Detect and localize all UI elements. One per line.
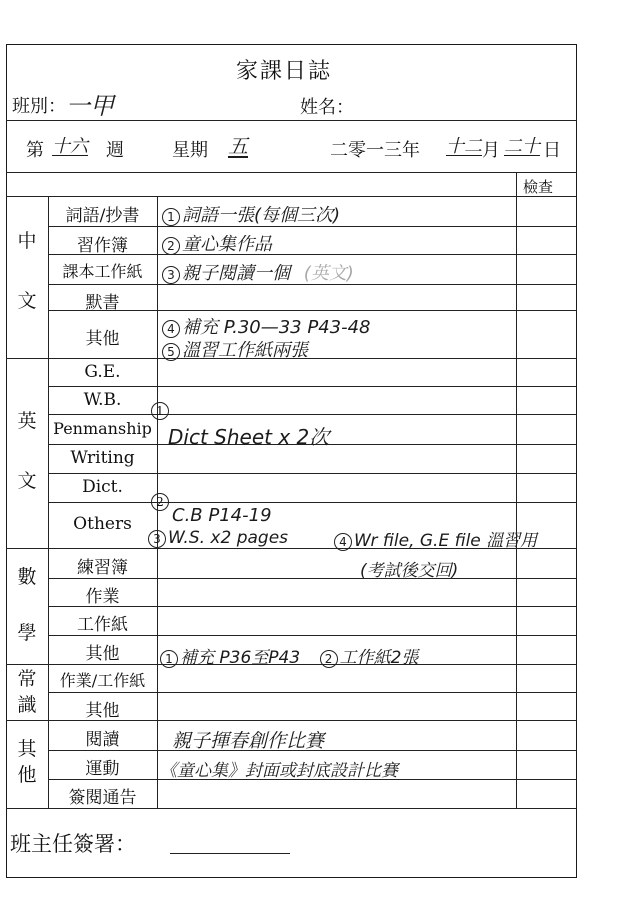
entry-reading: 親子揮春創作比賽 [172,730,325,752]
weekday-value: 五 [228,134,248,158]
signature-line [170,853,290,854]
row-label-math-worksheet: 工作紙 [77,615,128,635]
row-label-reading: 閱讀 [85,730,120,750]
row-label-wb: W.B. [83,390,122,410]
entry-english-others-2 [148,528,288,548]
entry-number: 2 [320,650,338,668]
section-chinese-char-1: 中 [17,230,37,252]
row-line [48,692,577,693]
name-label: 姓名： [300,97,354,118]
row-label-math-other: 其他 [85,644,120,664]
row-label-math-assignment: 作業 [85,587,120,607]
row-label-textbook-worksheet: 課本工作紙 [62,262,143,281]
entry-english-penmanship: Dict Sheet x 2次 [168,425,330,449]
table-header-divider [6,196,577,197]
class-value: 一甲 [66,92,114,120]
entry-number: 3 [148,530,166,548]
row-label-ge: G.E. [84,362,121,382]
entry-text: Wr file, G.E file 溫習用 [354,531,538,551]
section-other-char-2: 他 [17,764,37,786]
section-english [14,412,40,512]
week-suffix: 週 [106,140,124,161]
entry-number: 4 [162,320,180,338]
row-line [48,635,577,636]
table-bottom-border [6,808,577,809]
date-day: 二十 [504,136,540,157]
row-label-writing: Writing [70,448,135,468]
class-label: 班別： [12,96,66,117]
row-line [48,473,577,474]
entry-text: W.S. x2 pages [168,528,289,548]
section-other-char-1: 其 [17,738,37,760]
row-line [48,414,577,415]
row-label-dict: Dict. [82,477,123,497]
entry-text: 童心集作品 [182,234,272,255]
entry-math-other [160,643,418,668]
date-month: 十二 [446,136,482,157]
row-label-chinese-other: 其他 [85,329,120,349]
entry-number: 5 [162,343,180,361]
entry-chinese-workbook [162,230,272,256]
header-divider [6,120,577,121]
section-math-char-2: 學 [17,622,37,644]
section-math [14,568,40,648]
entry-text: 補充 P.30—33 P43-48 [182,317,371,338]
entry-sports: 《童心集》封面或封底設計比賽 [160,761,398,781]
month-label: 月 [482,140,500,161]
entry-chinese-textbook [162,259,354,285]
section-general-char-2: 識 [17,694,37,716]
check-header: 檢查 [523,178,554,196]
signature-label: 班主任簽署： [10,832,136,856]
row-label-notice-signing: 簽閱通告 [68,788,137,808]
entry-number: 2 [162,237,180,255]
entry-text: 詞語一張(每個三次) [182,205,341,226]
section-other [14,740,40,790]
section-math-char-1: 數 [17,566,37,588]
row-label-english-others: Others [73,514,132,534]
entry-chinese-other-2 [162,336,308,362]
row-label-math-exercise: 練習簿 [77,558,128,578]
row-label-sports: 運動 [85,759,120,779]
entry-number: 1 [160,650,178,668]
section-general-char-1: 常 [17,668,37,690]
entry-english-others-1: C.B P14-19 [172,505,272,526]
row-label-workbook: 習作簿 [77,236,128,256]
row-line [48,386,577,387]
entry-number: 1 [162,208,180,226]
entry-text: 溫習工作紙兩張 [182,340,308,361]
week-prefix: 第 [26,140,44,161]
section-english-char-2: 文 [17,470,37,492]
entry-number: 4 [334,533,352,551]
row-line [48,502,577,503]
entry-number: 2 [151,493,169,511]
row-label-penmanship: Penmanship [53,419,152,438]
row-label-gs-assignment: 作業/工作紙 [59,671,146,690]
row-label-gs-other: 其他 [85,701,120,721]
entry-english-others-3 [334,526,537,551]
entry-text: 補充 P36至P43 [180,648,301,668]
entry-text: 工作紙2張 [339,648,419,668]
entry-pencil-note: (英文) [303,263,354,284]
page-title: 家課日誌 [236,59,333,84]
section-chinese [14,232,40,332]
week-value: 十六 [52,136,88,157]
row-line [48,578,577,579]
check-column-divider [516,172,517,808]
table-top-border [6,172,577,173]
weekday-label: 星期 [172,140,208,161]
entry-number: 3 [162,266,180,284]
section-general [14,670,40,720]
section-chinese-char-2: 文 [17,290,37,312]
day-label: 日 [543,140,561,161]
row-label-vocab: 詞語/抄書 [65,206,140,226]
section-english-char-1: 英 [17,410,37,432]
date-year: 二零一三年 [330,140,420,161]
entry-text: 親子閱讀一個 [182,263,290,284]
entry-chinese-vocab [162,201,340,227]
entry-english-others-4: (考試後交回) [360,561,459,581]
entry-number: 1 [151,402,169,420]
row-label-dictation: 默書 [85,293,120,313]
